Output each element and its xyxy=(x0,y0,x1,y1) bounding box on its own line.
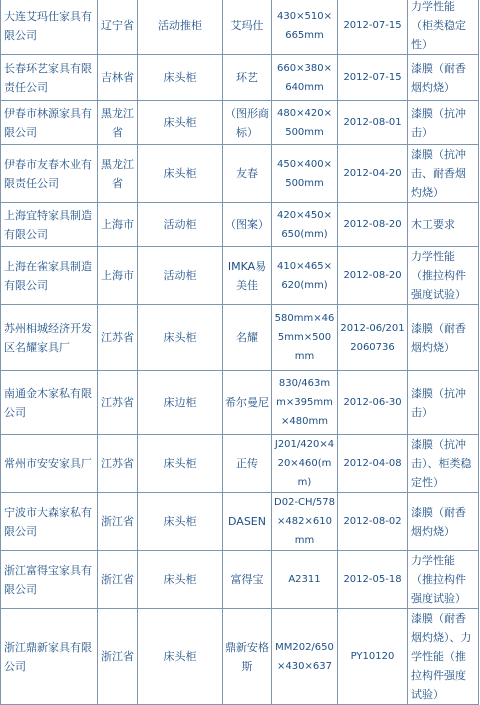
spec-cell: 660×380×640mm xyxy=(272,55,338,101)
spec-cell: 580mm×465mm×500mm xyxy=(272,305,338,371)
product-cell: 活动柜 xyxy=(138,203,223,247)
date-cell: 2012-07-15 xyxy=(338,0,408,55)
table-row xyxy=(1,371,479,435)
table-row xyxy=(1,305,479,371)
product-cell: 床头柜 xyxy=(138,493,223,551)
province-cell: 黑龙江省 xyxy=(98,145,138,203)
province-cell: 黑龙江省 xyxy=(98,101,138,145)
company-cell: 伊春市友春木业有限责任公司 xyxy=(1,145,98,203)
date-cell: 2012-05-18 xyxy=(338,551,408,609)
table-row xyxy=(1,55,479,101)
province-cell: 江苏省 xyxy=(98,435,138,493)
table-row xyxy=(1,435,479,493)
date-cell: 2012-06-30 xyxy=(338,371,408,435)
test-item-cell: 漆膜（抗冲击、耐香烟灼烧） xyxy=(408,145,479,203)
brand-cell: 艾玛仕 xyxy=(223,0,272,55)
brand-cell: 鼎新安格斯 xyxy=(223,609,272,705)
company-cell: 宁波市大森家私有限公司 xyxy=(1,493,98,551)
date-cell: 2012-06/2012060736 xyxy=(338,305,408,371)
table-row xyxy=(1,609,479,705)
date-cell: 2012-07-15 xyxy=(338,55,408,101)
brand-cell: IMKA易美佳 xyxy=(223,247,272,305)
table-row xyxy=(1,0,479,55)
table-row xyxy=(1,145,479,203)
test-item-cell: 漆膜（耐香烟灼烧） xyxy=(408,305,479,371)
company-cell: 浙江鼎新家具有限公司 xyxy=(1,609,98,705)
date-cell: 2012-08-20 xyxy=(338,247,408,305)
company-cell: 大连艾玛仕家具有限公司 xyxy=(1,0,98,55)
product-cell: 床头柜 xyxy=(138,609,223,705)
table-row xyxy=(1,101,479,145)
test-item-cell: 木工要求 xyxy=(408,203,479,247)
test-item-cell: 力学性能（推拉构件强度试验） xyxy=(408,551,479,609)
product-cell: 床边柜 xyxy=(138,371,223,435)
product-cell: 床头柜 xyxy=(138,305,223,371)
company-cell: 苏州相城经济开发区名耀家具厂 xyxy=(1,305,98,371)
brand-cell: 环艺 xyxy=(223,55,272,101)
date-cell: 2012-04-08 xyxy=(338,435,408,493)
date-cell: 2012-08-01 xyxy=(338,101,408,145)
company-cell: 上海在雀家具制造有限公司 xyxy=(1,247,98,305)
table-row xyxy=(1,247,479,305)
brand-cell: （图形商标） xyxy=(223,101,272,145)
product-cell: 床头柜 xyxy=(138,101,223,145)
province-cell: 浙江省 xyxy=(98,493,138,551)
spec-cell: A2311 xyxy=(272,551,338,609)
test-item-cell: 漆膜（抗冲击）、柜类稳定性） xyxy=(408,435,479,493)
spec-cell: 430×510×665mm xyxy=(272,0,338,55)
brand-cell: 希尔曼尼 xyxy=(223,371,272,435)
date-cell: 2012-04-20 xyxy=(338,145,408,203)
province-cell: 浙江省 xyxy=(98,609,138,705)
test-item-cell: 漆膜（耐香烟灼烧）、力学性能（推拉构件强度试验） xyxy=(408,609,479,705)
date-cell: 2012-08-20 xyxy=(338,203,408,247)
spec-cell: 830/463mm×395mm×480mm xyxy=(272,371,338,435)
company-cell: 长春环艺家具有限责任公司 xyxy=(1,55,98,101)
brand-cell: DASEN xyxy=(223,493,272,551)
test-item-cell: 漆膜（耐香烟灼烧） xyxy=(408,493,479,551)
spec-cell: 410×465×620(mm) xyxy=(272,247,338,305)
product-cell: 床头柜 xyxy=(138,435,223,493)
company-cell: 上海宜特家具制造有限公司 xyxy=(1,203,98,247)
spec-cell: 420×450×650(mm) xyxy=(272,203,338,247)
province-cell: 江苏省 xyxy=(98,371,138,435)
product-cell: 床头柜 xyxy=(138,145,223,203)
company-cell: 浙江富得宝家具有限公司 xyxy=(1,551,98,609)
company-cell: 常州市安安家具厂 xyxy=(1,435,98,493)
brand-cell: 名耀 xyxy=(223,305,272,371)
date-cell: 2012-08-02 xyxy=(338,493,408,551)
province-cell: 江苏省 xyxy=(98,305,138,371)
province-cell: 吉林省 xyxy=(98,55,138,101)
test-item-cell: 力学性能（柜类稳定性） xyxy=(408,0,479,55)
test-item-cell: 力学性能（推拉构件强度试验） xyxy=(408,247,479,305)
province-cell: 辽宁省 xyxy=(98,0,138,55)
test-item-cell: 漆膜（耐香烟灼烧） xyxy=(408,55,479,101)
province-cell: 上海市 xyxy=(98,203,138,247)
product-cell: 床头柜 xyxy=(138,551,223,609)
spec-cell: 450×400×500mm xyxy=(272,145,338,203)
province-cell: 上海市 xyxy=(98,247,138,305)
test-item-cell: 漆膜（抗冲击） xyxy=(408,101,479,145)
spec-cell: 480×420×500mm xyxy=(272,101,338,145)
company-cell: 伊春市林源家具有限公司 xyxy=(1,101,98,145)
brand-cell: 正传 xyxy=(223,435,272,493)
product-cell: 床头柜 xyxy=(138,55,223,101)
brand-cell: 友春 xyxy=(223,145,272,203)
test-item-cell: 漆膜（抗冲击） xyxy=(408,371,479,435)
brand-cell: （图案） xyxy=(223,203,272,247)
table-row xyxy=(1,551,479,609)
table-row xyxy=(1,203,479,247)
spec-cell: MM202/650×430×637 xyxy=(272,609,338,705)
date-cell: PY10120 xyxy=(338,609,408,705)
table-row xyxy=(1,493,479,551)
product-cell: 活动柜 xyxy=(138,247,223,305)
brand-cell: 富得宝 xyxy=(223,551,272,609)
company-cell: 南通金木家私有限公司 xyxy=(1,371,98,435)
spec-cell: D02-CH/578×482×610mm xyxy=(272,493,338,551)
province-cell: 浙江省 xyxy=(98,551,138,609)
product-cell: 活动推柜 xyxy=(138,0,223,55)
spec-cell: J201/420×420×460(mm) xyxy=(272,435,338,493)
